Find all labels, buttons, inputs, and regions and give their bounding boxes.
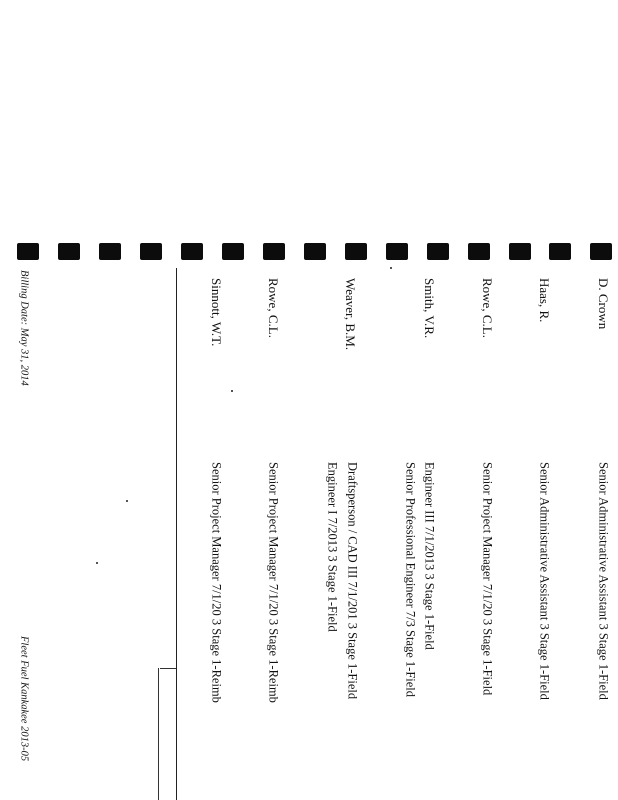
row-marker [509, 243, 531, 260]
employee-name: Weaver, B.M. [343, 278, 358, 351]
scan-speck [126, 500, 128, 502]
row-marker [140, 243, 162, 260]
employee-name: Haas, R. [537, 278, 552, 323]
row-marker [222, 243, 244, 260]
employee-role: Engineer III 7/1/2013 3 Stage 1-Field [422, 462, 437, 650]
employee-role: Senior Project Manager 7/1/20 3 Stage 1-Reimb [209, 462, 224, 703]
employee-name: Smith, V.R. [422, 278, 437, 339]
scan-speck [231, 390, 233, 392]
row-marker [345, 243, 367, 260]
employee-role: Engineer I 7/2013 3 Stage 1-Field [325, 462, 340, 632]
employee-role: Senior Project Manager 7/1/20 3 Stage 1-Field [480, 462, 495, 696]
employee-role: Senior Administrative Assistant 3 Stage 1-Field [596, 462, 611, 700]
row-markers [0, 243, 618, 265]
table-divider-line [158, 668, 159, 800]
employee-role: Senior Project Manager 7/1/20 3 Stage 1-Reimb [266, 462, 281, 703]
scan-speck [390, 267, 392, 269]
row-marker [17, 243, 39, 260]
row-marker [549, 243, 571, 260]
row-marker [263, 243, 285, 260]
employee-name: Sinnott, W.T. [209, 278, 224, 347]
employee-name: Rowe, C.L. [480, 278, 495, 338]
billing-date: Billing Date: May 31, 2014 [18, 270, 30, 386]
scan-speck [96, 562, 98, 564]
employee-role: Senior Administrative Assistant 3 Stage 1-Field [537, 462, 552, 700]
table-divider-line [176, 268, 177, 800]
table-tick-mark [160, 668, 176, 669]
row-marker [590, 243, 612, 260]
employee-name: D. Crown [596, 278, 611, 330]
row-marker [386, 243, 408, 260]
row-marker [304, 243, 326, 260]
employee-name: Rowe, C.L. [266, 278, 281, 338]
row-marker [99, 243, 121, 260]
project-title: Fleet Fuel Kankakee 2013-05 [18, 636, 30, 762]
row-marker [181, 243, 203, 260]
row-marker [427, 243, 449, 260]
employee-role: Draftsperson / CAD III 7/1/201 3 Stage 1-Field [345, 462, 360, 700]
row-marker [58, 243, 80, 260]
row-marker [468, 243, 490, 260]
employee-role: Senior Professional Engineer 7/3 Stage 1-Field [403, 462, 418, 698]
